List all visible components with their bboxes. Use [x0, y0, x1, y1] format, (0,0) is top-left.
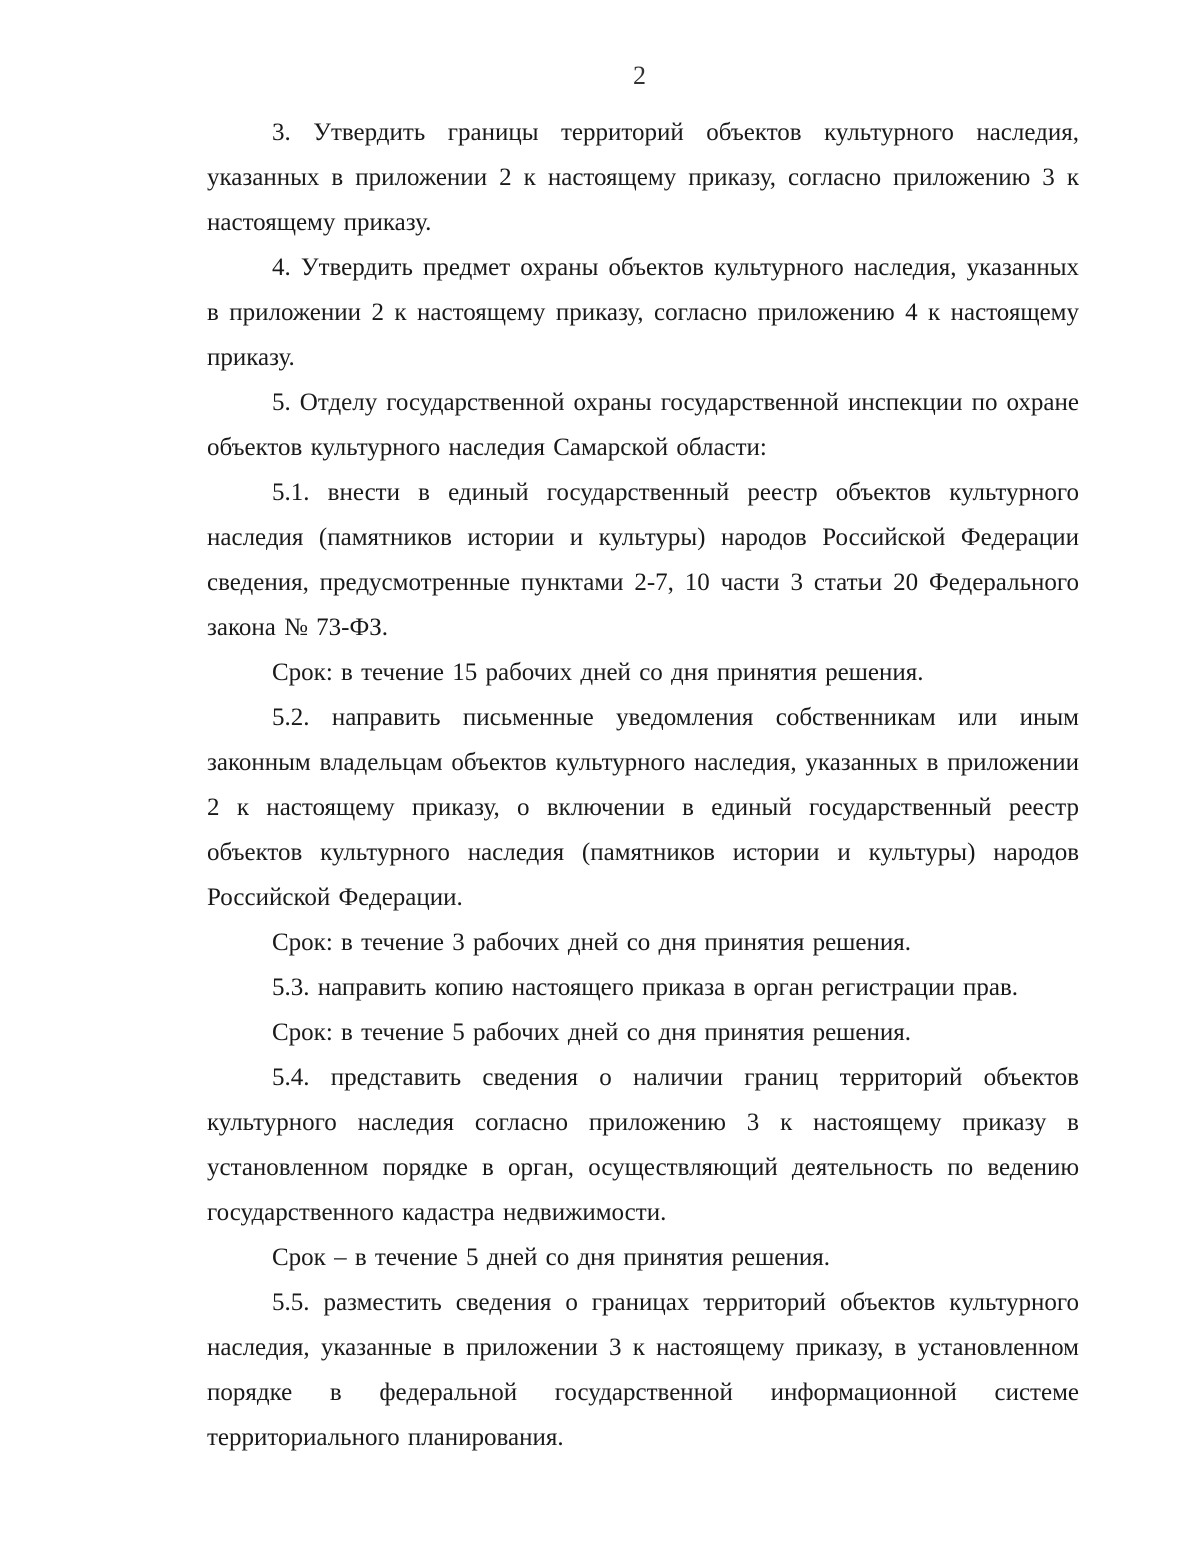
- paragraph-5-5: 5.5. разместить сведения о границах территорий объектов культурного наследия, указанные в приложении 3 к настоящему приказу, в установленном порядке в федеральной государственной информационной системе территориального планирования.: [207, 1289, 1079, 1451]
- deadline-5-3: Срок: в течение 5 рабочих дней со дня принятия решения.: [272, 1019, 912, 1046]
- paragraph-5-4: 5.4. представить сведения о наличии границ территорий объектов культурного наследия согласно приложению 3 к настоящему приказу в установленном порядке в орган, осуществляющий деятельность по ведению государственного кадастра недвижимости.: [207, 1064, 1079, 1226]
- paragraph-5-2: 5.2. направить письменные уведомления собственникам или иным законным владельцам объектов культурного наследия, указанных в приложении 2 к настоящему приказу, о включении в единый государственный реестр объектов культурного наследия (памятников истории и культуры) народов Российской Федерации.: [207, 704, 1079, 911]
- deadline-5-1: Срок: в течение 15 рабочих дней со дня принятия решения.: [272, 659, 924, 686]
- deadline-5-2: Срок: в течение 3 рабочих дней со дня принятия решения.: [272, 929, 912, 956]
- paragraph-5-3: 5.3. направить копию настоящего приказа в орган регистрации прав.: [272, 974, 1019, 1001]
- paragraph-4: 4. Утвердить предмет охраны объектов культурного наследия, указанных в приложении 2 к настоящему приказу, согласно приложению 4 к настоящему приказу.: [207, 254, 1079, 371]
- deadline-5-4: Срок – в течение 5 дней со дня принятия решения.: [272, 1244, 830, 1271]
- page-number: 2: [633, 61, 646, 90]
- paragraph-5-1: 5.1. внести в единый государственный реестр объектов культурного наследия (памятников истории и культуры) народов Российской Федерации сведения, предусмотренные пунктами 2-7, 10 части 3 статьи 20 Федерального закона № 73-ФЗ.: [207, 479, 1079, 641]
- paragraph-5: 5. Отделу государственной охраны государственной инспекции по охране объектов культурного наследия Самарской области:: [207, 389, 1079, 461]
- document-body: [207, 110, 1079, 1460]
- paragraph-3: 3. Утвердить границы территорий объектов культурного наследия, указанных в приложении 2 к настоящему приказу, согласно приложению 3 к настоящему приказу.: [207, 119, 1079, 236]
